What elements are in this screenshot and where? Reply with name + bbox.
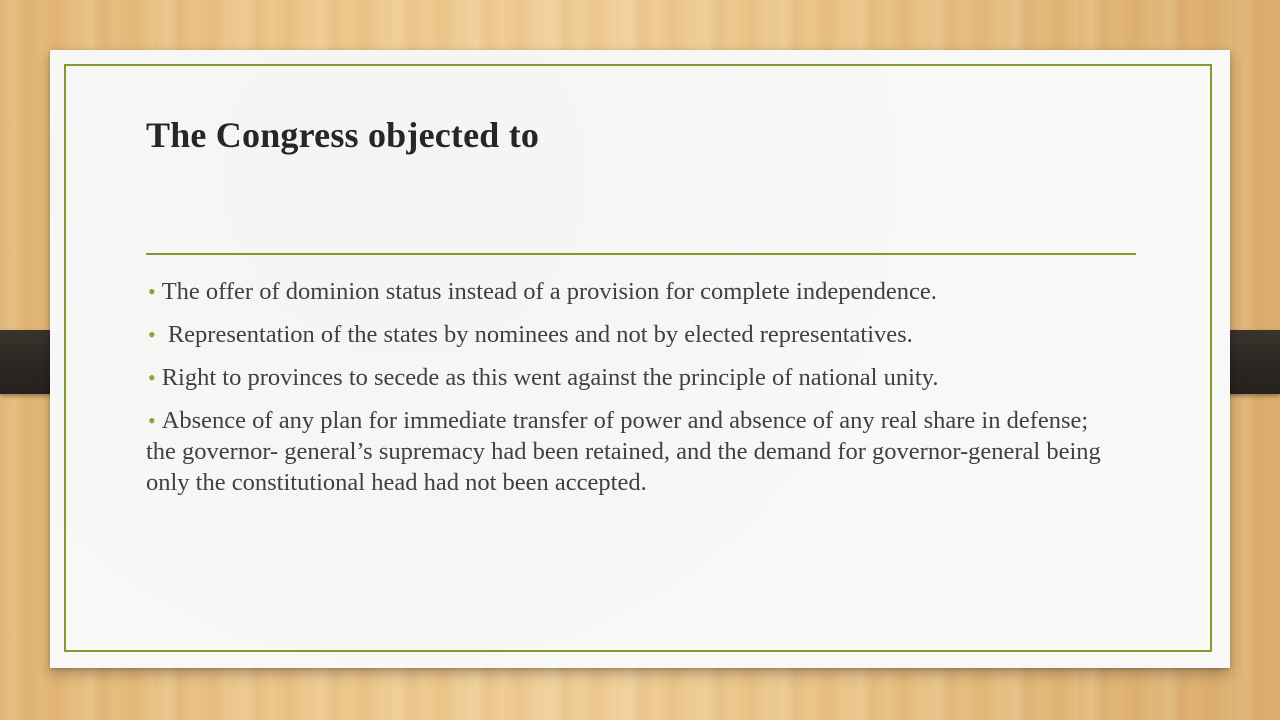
title-divider (146, 253, 1136, 255)
slide-title: The Congress objected to (146, 115, 540, 155)
bullet-text: Right to provinces to secede as this went against the principle of national unity. (161, 364, 939, 391)
bullet-list (146, 276, 1106, 510)
bullet-text: The offer of dominion status instead of a provision for complete independence. (161, 278, 937, 305)
bullet-text: Absence of any plan for immediate transfer of power and absence of any real share in defense; the governor- general’s supremacy had been retained, and the demand for governor-general being only the constitutional head had not been accepted. (146, 407, 1101, 496)
bullet-item (146, 362, 1106, 393)
bullet-item (146, 276, 1106, 307)
bullet-dot-icon: • (148, 322, 156, 347)
bullet-item (146, 405, 1106, 498)
bullet-dot-icon: • (148, 408, 156, 433)
slide (50, 50, 1230, 668)
bullet-text: Representation of the states by nominees and not by elected representatives. (161, 321, 913, 348)
bullet-dot-icon: • (148, 279, 156, 304)
bullet-item (146, 319, 1106, 350)
bullet-dot-icon: • (148, 365, 156, 390)
